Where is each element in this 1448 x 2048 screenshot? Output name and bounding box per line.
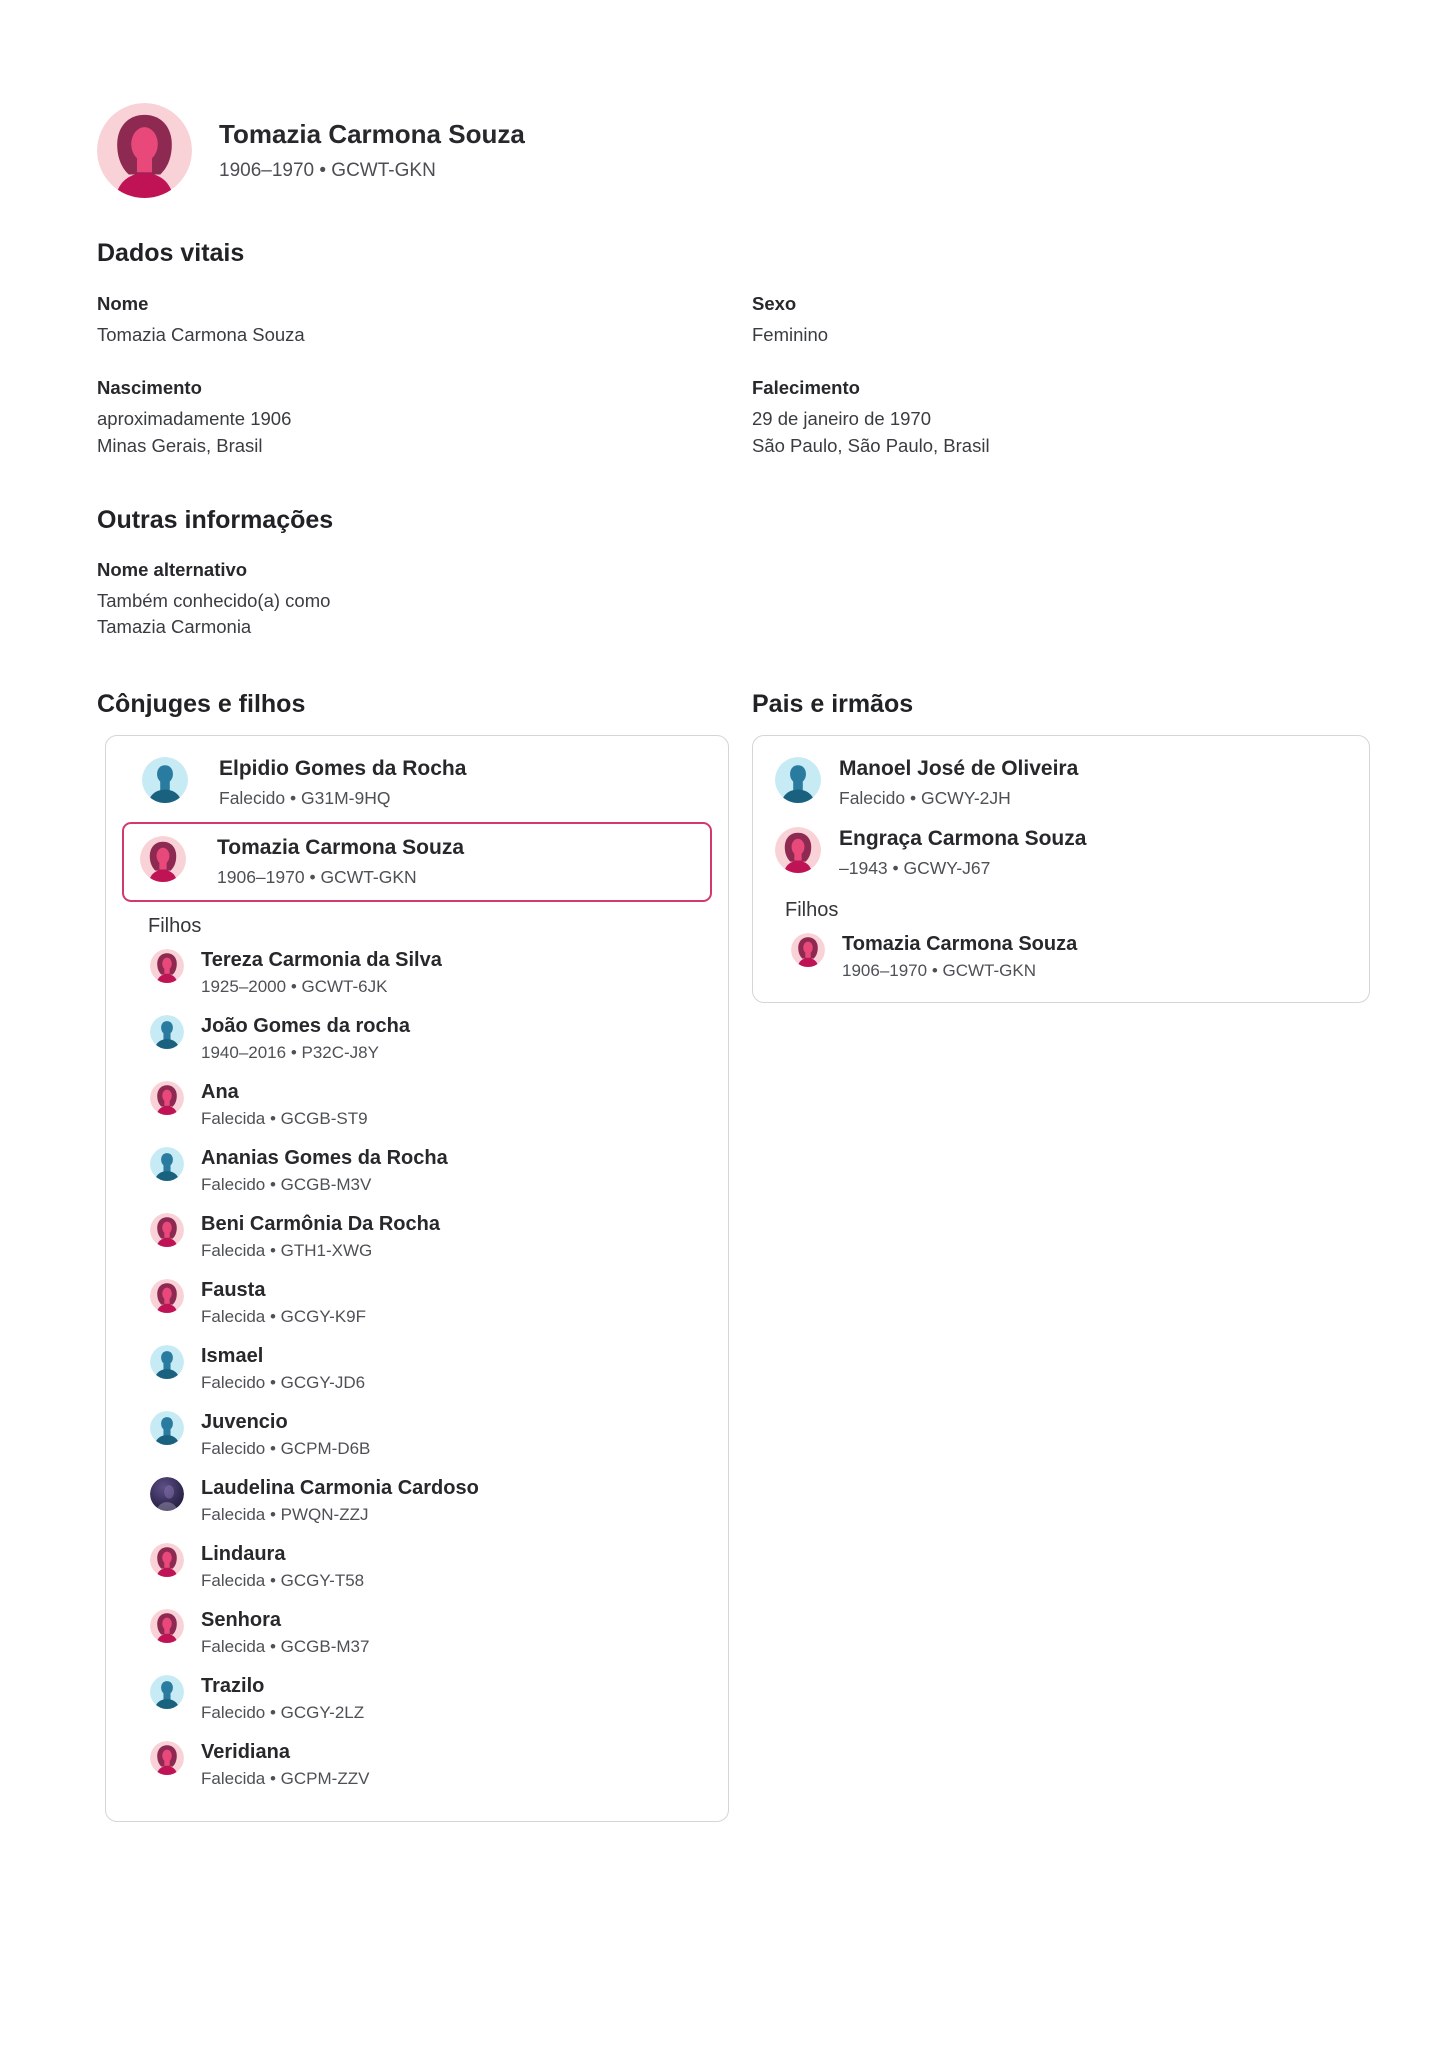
section-vital-data: [97, 238, 1448, 459]
selected-person-card[interactable]: [122, 822, 712, 902]
person-lifespan-id: Falecido • GCGY-2LZ: [201, 1703, 365, 1723]
person-text: [201, 949, 442, 998]
person-name: Senhora: [201, 1608, 282, 1631]
parents-siblings-card: [752, 735, 1370, 1003]
field-falecimento: [752, 377, 1448, 459]
profile-name: Tomazia Carmona Souza: [219, 119, 525, 150]
person-name: Tomazia Carmona Souza: [842, 932, 1078, 955]
field-label: Falecimento: [752, 377, 860, 399]
vital-fields-grid: [97, 293, 1448, 459]
female-avatar-icon: [791, 933, 825, 967]
children-list: [122, 949, 712, 1790]
person-name: João Gomes da rocha: [201, 1014, 410, 1037]
field-nome: [97, 293, 752, 348]
person-text: [201, 1411, 370, 1460]
child-row[interactable]: [150, 1543, 712, 1592]
person-name: Laudelina Carmonia Cardoso: [201, 1476, 479, 1499]
person-text: [201, 1015, 410, 1064]
female-avatar-icon: [150, 1081, 184, 1115]
field-label: Nascimento: [97, 377, 202, 399]
field-value: Também conhecido(a) como: [97, 589, 331, 611]
section-spouses-children: [97, 689, 752, 1821]
field-value: 29 de janeiro de 1970: [752, 408, 931, 430]
person-text: [842, 933, 1077, 982]
family-section: [97, 689, 1448, 1821]
person-text: [201, 1279, 366, 1328]
female-avatar-icon: [150, 1741, 184, 1775]
profile-title-block: [219, 119, 525, 181]
person-name: Ananias Gomes da Rocha: [201, 1146, 448, 1169]
female-avatar-icon: [140, 836, 186, 882]
section-other-information: [97, 505, 1448, 641]
female-avatar-icon: [150, 1279, 184, 1313]
person-name: Lindaura: [201, 1542, 286, 1565]
female-avatar-icon: [150, 1609, 184, 1643]
person-name: Juvencio: [201, 1410, 288, 1433]
person-lifespan-id: Falecido • GCWY-2JH: [839, 788, 1011, 809]
field-value: Feminino: [752, 324, 829, 345]
person-name: Beni Carmônia Da Rocha: [201, 1212, 440, 1235]
vital-data-title: Dados vitais: [97, 239, 245, 267]
person-lifespan-id: Falecido • GCGB-M3V: [201, 1175, 372, 1195]
person-text: [201, 1609, 369, 1658]
person-text: [217, 836, 464, 888]
person-text: [201, 1081, 368, 1130]
field-value: aproximadamente 1906: [97, 408, 292, 430]
person-name: Elpidio Gomes da Rocha: [219, 757, 467, 781]
male-avatar-icon: [150, 1675, 184, 1709]
person-lifespan-id: Falecida • GCGB-ST9: [201, 1109, 368, 1129]
child-row[interactable]: [150, 1279, 712, 1328]
person-lifespan-id: Falecida • GCGB-M37: [201, 1637, 370, 1657]
spouses-children-card: [105, 735, 729, 1821]
parents-siblings-title: Pais e irmãos: [752, 690, 914, 719]
children-label: Filhos: [148, 914, 202, 937]
field-nome-alternativo: [97, 559, 1448, 641]
person-lifespan-id: 1940–2016 • P32C-J8Y: [201, 1043, 379, 1063]
person-lifespan-id: –1943 • GCWY-J67: [839, 857, 991, 878]
child-row[interactable]: [150, 1147, 712, 1196]
sibling-row[interactable]: [791, 933, 1353, 982]
child-row[interactable]: [150, 1675, 712, 1724]
person-lifespan-id: Falecido • GCPM-D6B: [201, 1439, 371, 1459]
profile-header: [97, 103, 1448, 198]
other-information-title: Outras informações: [97, 505, 334, 534]
child-row[interactable]: [150, 1609, 712, 1658]
person-lifespan-id: Falecido • GCGY-JD6: [201, 1373, 366, 1393]
spouse-row[interactable]: [122, 748, 712, 818]
field-value: Tomazia Carmona Souza: [97, 324, 305, 345]
person-lifespan-id: Falecida • GCGY-K9F: [201, 1307, 366, 1327]
person-name: Trazilo: [201, 1674, 265, 1697]
male-avatar-icon: [150, 1411, 184, 1445]
person-name: Fausta: [201, 1278, 266, 1301]
person-lifespan-id: 1925–2000 • GCWT-6JK: [201, 977, 388, 997]
child-row[interactable]: [150, 949, 712, 998]
child-row[interactable]: [150, 1741, 712, 1790]
person-text: [219, 757, 466, 809]
male-avatar-icon: [150, 1147, 184, 1181]
field-label: Nome: [97, 293, 149, 314]
child-row[interactable]: [150, 1411, 712, 1460]
selected-person-row[interactable]: [124, 824, 710, 900]
person-text: [201, 1345, 365, 1394]
person-name: Manoel José de Oliveira: [839, 757, 1079, 781]
person-lifespan-id: 1906–1970 • GCWT-GKN: [217, 866, 417, 887]
field-value: São Paulo, São Paulo, Brasil: [752, 434, 990, 456]
female-avatar-icon: [150, 1543, 184, 1577]
person-text: [201, 1543, 364, 1592]
photo-avatar-icon: [150, 1477, 184, 1511]
female-avatar-icon: [150, 1213, 184, 1247]
person-name: Ismael: [201, 1344, 264, 1367]
child-row[interactable]: [150, 1015, 712, 1064]
child-row[interactable]: [150, 1081, 712, 1130]
child-row[interactable]: [150, 1477, 712, 1526]
person-lifespan-id: Falecida • GCPM-ZZV: [201, 1769, 370, 1789]
person-text: [201, 1675, 364, 1724]
father-row[interactable]: [769, 748, 1353, 818]
person-lifespan-id: Falecida • PWQN-ZZJ: [201, 1505, 369, 1525]
person-text: [839, 757, 1078, 809]
person-name: Ana: [201, 1080, 239, 1103]
field-sexo: [752, 293, 1448, 348]
section-parents-siblings: [752, 689, 1370, 1003]
person-text: [201, 1741, 369, 1790]
field-nascimento: [97, 377, 752, 459]
person-name: Tomazia Carmona Souza: [217, 836, 464, 860]
male-avatar-icon: [142, 757, 188, 803]
male-avatar-icon: [775, 757, 821, 803]
person-name: Veridiana: [201, 1740, 290, 1763]
field-value: Tamazia Carmonia: [97, 616, 252, 638]
male-avatar-icon: [150, 1345, 184, 1379]
siblings-label: Filhos: [785, 898, 839, 921]
male-avatar-icon: [150, 1015, 184, 1049]
person-name: Engraça Carmona Souza: [839, 827, 1087, 851]
person-lifespan-id: Falecida • GTH1-XWG: [201, 1241, 373, 1261]
child-row[interactable]: [150, 1345, 712, 1394]
person-lifespan-id: 1906–1970 • GCWT-GKN: [842, 961, 1036, 981]
mother-row[interactable]: [769, 818, 1353, 888]
profile-lifespan-id: 1906–1970 • GCWT-GKN: [219, 159, 436, 181]
person-text: [201, 1477, 479, 1526]
person-text: [201, 1147, 448, 1196]
child-row[interactable]: [150, 1213, 712, 1262]
person-text: [201, 1213, 440, 1262]
field-label: Nome alternativo: [97, 558, 248, 580]
person-text: [839, 827, 1086, 879]
person-lifespan-id: Falecido • G31M-9HQ: [219, 788, 391, 809]
spouses-children-title: Cônjuges e filhos: [97, 690, 306, 719]
female-avatar-icon: [150, 949, 184, 983]
person-lifespan-id: Falecida • GCGY-T58: [201, 1571, 365, 1591]
female-avatar-icon: [775, 827, 821, 873]
person-name: Tereza Carmonia da Silva: [201, 948, 442, 971]
female-avatar-icon: [97, 103, 192, 198]
siblings-list: [769, 933, 1353, 982]
field-value: Minas Gerais, Brasil: [97, 434, 263, 456]
field-label: Sexo: [752, 293, 797, 314]
